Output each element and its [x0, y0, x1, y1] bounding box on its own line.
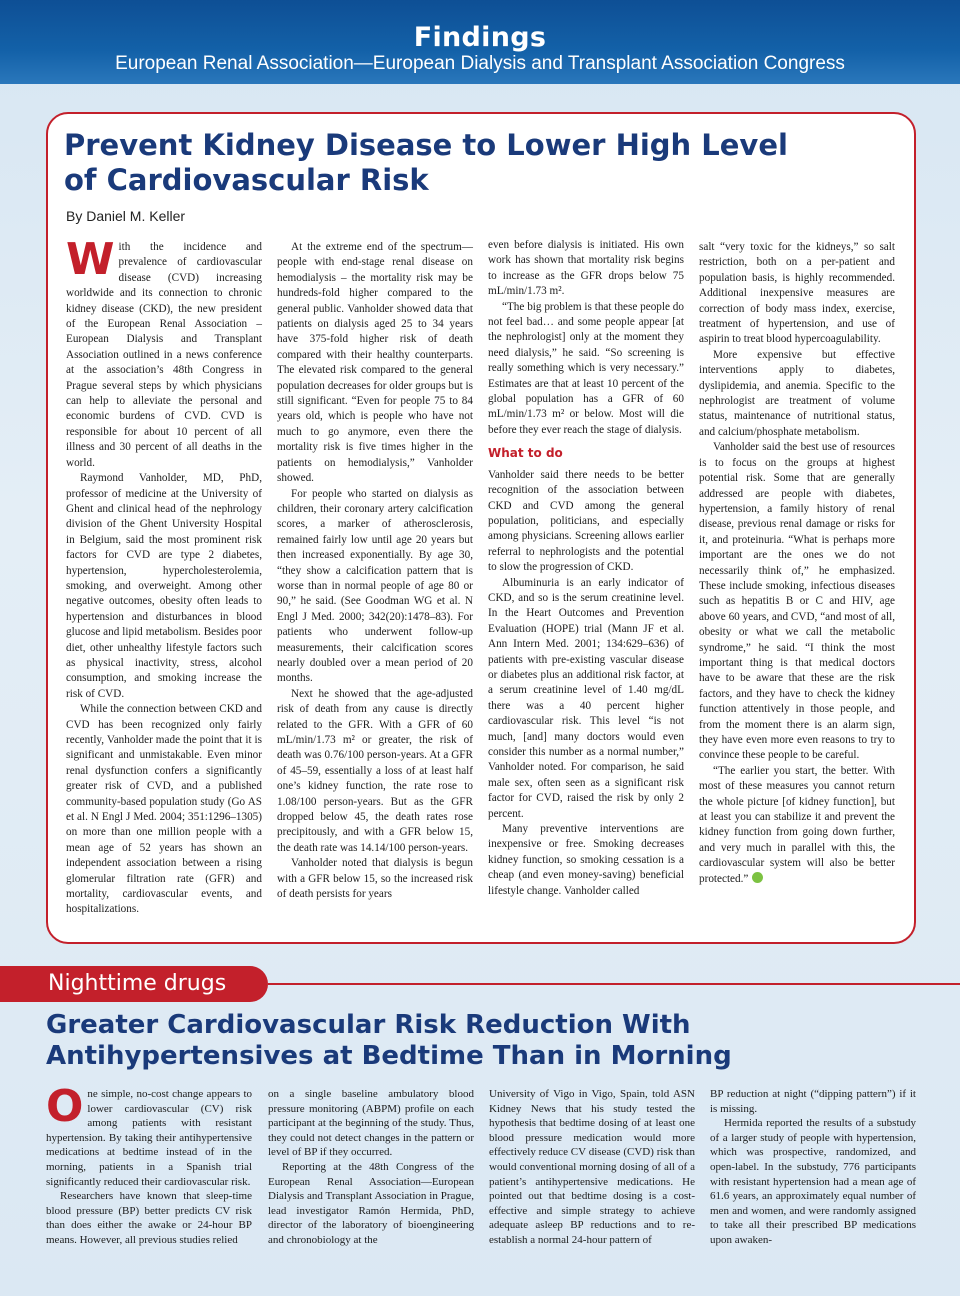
article2-column-3 — [489, 1087, 695, 1248]
article-column-4 — [699, 240, 895, 887]
paragraph: Researchers have known that sleep-time blood pressure (BP) better predicts CV risk than does either the awake or 24-hour BP means. However, all previous studies relied — [46, 1190, 252, 1246]
paragraph: Many preventive interventions are inexpensive or free. Smoking decreases kidney function, so smoking cessation is a cheap (and even money-saving) beneficial lifestyle change. Vanholder called — [488, 823, 684, 897]
article-column-1 — [66, 234, 262, 918]
paragraph: even before dialysis is initiated. His own work has shown that mortality risk begins to increase as the GFR drops below 75 mL/min/1.73 m². — [488, 239, 684, 298]
paragraph: Albuminuria is an early indicator of CKD, and so is the serum creatinine level. In the Heart Outcomes and Prevention Evaluation (HOPE) trial (Mann JF et al. Ann Intern Med. 2001; 134:629–636) of patients with pre-existing vascular disease or diabetes plus an additional risk factor, at a serum creatinine level of 1.40 mg/dL there was a 40 percent higher cardiovascular risk. This level “is not much, [and] many doctors would even consider this number as a normal number,” Vanholder noted. For comparison, he said male sex, often seen as a significant risk factor for CVD, raised the risk by only 2 percent. — [488, 576, 684, 820]
section-rule — [268, 983, 960, 985]
paragraph: For people who started on dialysis as children, their coronary artery calcification scores, a marker of atherosclerosis, remained fairly low until age 20 years but then increased exponentially. By age 30, “they show a calcification pattern that is worse than in normal people of age 80 or 90,” he said. (See Goodman WG et al. N Engl J Med. 2000; 342(20):1478–83). For patients who underwent follow-up measurements, their calcification scores nearly doubled over a mean period of 20 months. — [277, 487, 473, 685]
article-column-3 — [488, 238, 684, 899]
drop-cap: O — [46, 1081, 84, 1132]
paragraph: Vanholder noted that dialysis is begun with a GFR below 15, so the increased risk of death persists for years — [277, 857, 473, 901]
paragraph: At the extreme end of the spectrum—people with end-stage renal disease on hemodialysis – the mortality risk may be hundreds-fold higher compared to the general public. Vanholder showed data that patients on dialysis aged 25 to 34 years have 375-fold higher risk of death compared with their healthy counterparts. The elevated risk compared to the general population decreases for older groups but is still significant. “Even for people 75 to 84 years old, which is people who have not much to go anymore, even there the mortality risk is five times higher in the patients on hemodialysis,” Vanholder showed. — [277, 241, 473, 485]
article-column-2 — [277, 240, 473, 902]
paragraph: Vanholder said there needs to be better recognition of the association between CKD and CVD among the general population, politicians, and especially among physicians. Screening allows earlier referral to nephrologists and the potential to slow the progression of CKD. — [488, 468, 684, 574]
subheading: What to do — [488, 446, 563, 461]
paragraph: Next he showed that the age-adjusted risk of death from any cause is directly related to the GFR. With a GFR of 60 mL/min/1.73 m² or greater, the risk of death was 0.76/100 person-years. At a GFR of 45–59, essentially a loss of at least half one’s kidney function, the rate rose to 1.08/100 person-years. But as the GFR dropped below 45, the death rates rose precipitously, and with a GFR below 15, the death rate was 14.14/100 person-years. — [277, 687, 473, 854]
paragraph: One simple, no-cost change appears to lower cardiovascular (CV) risk among patients with resistant hypertension. By taking their antihypertensive medications at bedtime instead of in the morning, patients in a Spanish trial significantly reduced their cardiovascular risk. — [46, 1081, 252, 1188]
section-tab: Nighttime drugs — [0, 966, 268, 1002]
section-title: Findings — [413, 22, 547, 53]
article-headline: Prevent Kidney Disease to Lower High Level of Cardiovascular Risk — [64, 128, 788, 197]
drop-cap: W — [66, 234, 115, 285]
paragraph: More expensive but effective interventions apply to diabetes, dyslipidemia, and anemia. Specific to the nephrologist are treatment of volume status, maintenance of nutritional status, and calcium/phosphate metabolism. — [699, 348, 895, 438]
article-headline-2: Greater Cardiovascular Risk Reduction With Antihypertensives at Bedtime Than in Morning — [46, 1010, 732, 1072]
paragraph: Raymond Vanholder, MD, PhD, professor of medicine at the University of Ghent and clinical head of the nephrology division of the Ghent University Hospital in Belgium, said the most prominent risk factors for CVD are type 2 diabetes, hypertension, hypercholesterolemia, smoking, and overweight. Among other negative outcomes, obesity often leads to hypertension and disturbances in blood glucose and lipid metabolism. Besides poor diet, other unhealthy lifestyle factors such as physical inactivity, stress, alcohol consumption, and smoking increase the risk of CVD. — [66, 472, 262, 700]
paragraph: “The earlier you start, the better. With most of these measures you cannot return the whole picture [of kidney function], but at least you can stabilize it and prevent the kidney function from going down further, and very much in parallel with this, the cardiovascular system will also be better protected.” — [699, 764, 895, 885]
paragraph: Reporting at the 48th Congress of the European Renal Association—European Dialysis and Transplant Association in Prague, lead investigator Ramón Hermida, PhD, director of the laboratory of bioengineering and chronobiology at the — [268, 1160, 474, 1246]
paragraph: “The big problem is that these people do not feel bad… and some people appear [at the nephrologist] only at the moment they need dialysis,” he said. “So screening is really something which is very necessary.” Estimates are that at least 10 percent of the global population has a GFR of 60 mL/min/1.73 m² or below. Most will die before they ever reach the stage of dialysis. — [488, 300, 684, 436]
article2-column-1 — [46, 1081, 252, 1248]
article2-column-4 — [710, 1087, 916, 1248]
section-header-band — [0, 0, 960, 84]
paragraph: salt “very toxic for the kidneys,” so salt restriction, both on a per-patient and population basis, is highly recommended. Additional inexpensive measures are correction of body mass index, exercise, treatment of hypertension, and use of aspirin to treat blood hypercoagulability. — [699, 241, 895, 346]
paragraph: University of Vigo in Vigo, Spain, told ASN Kidney News that his study tested the hypothesis that bedtime dosing of at least one blood pressure medication would more effectively reduce CV disease (CVD) risk than would conventional morning dosing of all of a patient’s antihypertensive medications. He pointed out that bedtime dosing is a cost-effective and simple strategy to achieve adequate asleep BP reductions and to re-establish a normal 24-hour pattern of — [489, 1088, 695, 1246]
paragraph: on a single baseline ambulatory blood pressure monitoring (ABPM) profile on each participant at the beginning of the study. Thus, they could not detect changes in the pattern or level of BP if they occurred. — [268, 1088, 474, 1159]
paragraph: While the connection between CKD and CVD has been recognized only fairly recently, Vanholder made the point that it is significant and unmistakable. Even minor renal dysfunction confers a significantly greater risk of CVD, and a published community-based population study (Go AS et al. N Engl J Med. 2004; 351:1296–1305) on more than one million people with a mean age of 52 years has shown an independent association between a rising glomerular filtration rate (GFR) and mortality, cardiovascular events, and hospitalizations. — [66, 703, 262, 916]
section-subtitle: European Renal Association—European Dialysis and Transplant Association Congress — [115, 53, 845, 74]
article2-column-2 — [268, 1087, 474, 1248]
paragraph: BP reduction at night (“dipping pattern”) if it is missing. — [710, 1088, 916, 1115]
paragraph: Hermida reported the results of a substudy of a larger study of people with hypertension, which was prospective, randomized, and open-label. In the substudy, 776 participants with resistant hypertension had a mean age of 61.6 years, an approximately equal number of men and women, and were randomly assigned to take all their prescribed BP medications upon awaken- — [710, 1117, 916, 1246]
paragraph: With the incidence and prevalence of cardiovascular disease (CVD) increasing worldwide and its connection to chronic kidney disease (CKD), the new president of the European Renal Association – European Dialysis and Transplant Association outlined in a news conference at the association’s 48th Congress in Prague several steps by which physicians can help to alleviate the personal and economic burdens of CVD. CVD is responsible for about 10 percent of all illness and 30 percent of all deaths in the world. — [66, 234, 262, 469]
end-mark-icon — [752, 872, 763, 883]
paragraph: Vanholder said the best use of resources is to focus on the groups at highest potential risk. Some that are generally addressed are people with diabetes, hypertension, a family history of renal disease, previous renal damage or risks for it, and proteinuria. “What is perhaps more important are the ones we do not necessarily think of,” he emphasized. These include smoking, infectious diseases such as hepatitis B or C and HIV, age above 60 years, and CVD, “and most of all, obesity or what we call the metabolic syndrome,” he said. “I think the most important thing is that medical doctors have to be aware that these are the risk factors, and they have to check the kidney function attentively in those people, and from the moment there is an alarm sign, they have even more even reasons to try to convince these people to be careful. — [699, 441, 895, 762]
byline: By Daniel M. Keller — [66, 208, 186, 224]
